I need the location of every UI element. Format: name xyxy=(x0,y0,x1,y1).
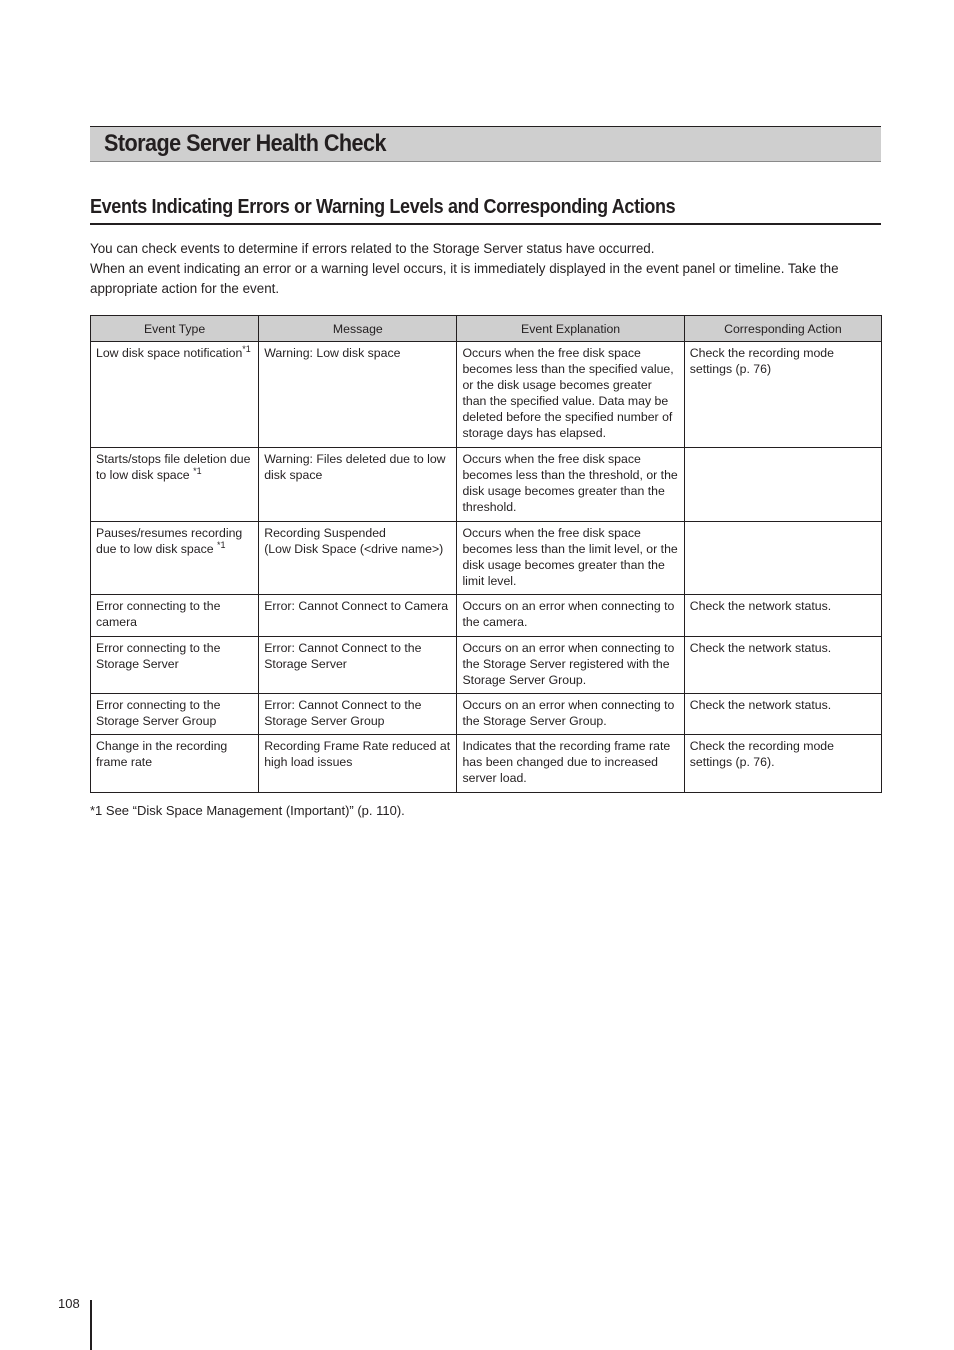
page-number: 108 xyxy=(58,1296,80,1311)
explanation-cell-text: Indicates that the recording frame rate has been changed due to increased server load. xyxy=(462,739,671,785)
section-title-bar xyxy=(90,126,881,162)
message-cell xyxy=(259,694,457,735)
footnote: *1 See “Disk Space Management (Important)” (p. 110). xyxy=(90,803,405,818)
table-header-row xyxy=(91,316,882,342)
message-cell xyxy=(259,637,457,694)
action-cell xyxy=(684,595,881,637)
events-table xyxy=(90,315,882,793)
event-type-cell-text: Error connecting to the camera xyxy=(96,599,221,629)
event-type-cell-text: Change in the recording frame rate xyxy=(96,739,228,769)
explanation-cell-text: Occurs on an error when connecting to the Storage Server registered with the Storage Server Group. xyxy=(462,641,675,687)
action-cell xyxy=(684,735,881,793)
intro-line-2: When an event indicating an error or a warning level occurs, it is immediately displayed in the event panel or timeline. Take the appropriate action for the event. xyxy=(90,261,839,296)
action-cell xyxy=(684,448,881,522)
message-cell-text: Warning: Low disk space xyxy=(264,346,401,360)
table-row xyxy=(91,448,882,522)
message-cell-text: Error: Cannot Connect to the Storage Server xyxy=(264,641,422,671)
message-cell-text: Recording Suspended (Low Disk Space (<drive name>) xyxy=(264,526,444,556)
action-cell-text: Check the network status. xyxy=(689,599,832,613)
message-cell-text: Warning: Files deleted due to low disk space xyxy=(264,452,446,482)
header-event-explanation: Event Explanation xyxy=(457,316,684,342)
subsection-heading xyxy=(90,194,881,225)
action-cell-text: Check the recording mode settings (p. 76). xyxy=(689,739,834,769)
message-cell-text: Error: Cannot Connect to the Storage Server Group xyxy=(264,698,422,728)
explanation-cell-text: Occurs on an error when connecting to the camera. xyxy=(462,599,675,629)
explanation-cell xyxy=(457,342,684,448)
message-cell xyxy=(259,522,457,595)
explanation-cell xyxy=(457,637,684,694)
intro-line-1: You can check events to determine if errors related to the Storage Server status have occurred. xyxy=(90,241,655,256)
header-event-type: Event Type xyxy=(91,316,259,342)
message-cell-text: Error: Cannot Connect to Camera xyxy=(264,599,449,613)
event-type-cell xyxy=(91,522,259,595)
explanation-cell-text: Occurs when the free disk space becomes less than the threshold, or the disk usage becomes greater than the threshold. xyxy=(462,452,678,514)
explanation-cell xyxy=(457,448,684,522)
table-body xyxy=(91,342,882,793)
table-row xyxy=(91,522,882,595)
explanation-cell-text: Occurs when the free disk space becomes less than the specified value, or the disk usage becomes greater than the specified value. Data may be deleted before the specified number of storage days has elapsed. xyxy=(462,346,674,440)
explanation-cell-text: Occurs on an error when connecting to the Storage Server Group. xyxy=(462,698,675,728)
explanation-cell xyxy=(457,595,684,637)
event-type-cell-text: Low disk space notification xyxy=(96,346,243,360)
event-type-cell xyxy=(91,342,259,448)
table-row xyxy=(91,595,882,637)
action-cell xyxy=(684,342,881,448)
section-title: Storage Server Health Check xyxy=(104,130,386,157)
action-cell-text: Check the network status. xyxy=(689,641,832,655)
action-cell xyxy=(684,522,881,595)
message-cell xyxy=(259,595,457,637)
event-type-cell xyxy=(91,595,259,637)
intro-text xyxy=(90,239,882,299)
table-row xyxy=(91,637,882,694)
explanation-cell xyxy=(457,694,684,735)
message-cell xyxy=(259,342,457,448)
event-type-cell-text: Pauses/resumes recording due to low disk space xyxy=(96,526,243,556)
table-row xyxy=(91,735,882,793)
event-type-cell-text: Starts/stops file deletion due to low disk space xyxy=(96,452,251,482)
explanation-cell xyxy=(457,735,684,793)
message-cell xyxy=(259,448,457,522)
event-type-cell xyxy=(91,735,259,793)
message-cell xyxy=(259,735,457,793)
explanation-cell-text: Occurs when the free disk space becomes less than the limit level, or the disk usage becomes greater than the limit level. xyxy=(462,526,678,588)
footnote-marker: *1 xyxy=(242,344,251,354)
event-type-cell xyxy=(91,694,259,735)
event-type-cell-text: Error connecting to the Storage Server Group xyxy=(96,698,221,728)
table-row xyxy=(91,342,882,448)
action-cell xyxy=(684,637,881,694)
explanation-cell xyxy=(457,522,684,595)
page-margin-rule xyxy=(90,1300,92,1350)
event-type-cell-text: Error connecting to the Storage Server xyxy=(96,641,221,671)
footnote-marker: *1 xyxy=(193,466,202,476)
action-cell-text: Check the recording mode settings (p. 76) xyxy=(689,346,834,376)
header-corresponding-action: Corresponding Action xyxy=(684,316,881,342)
event-type-cell xyxy=(91,637,259,694)
event-type-cell xyxy=(91,448,259,522)
footnote-marker: *1 xyxy=(217,540,226,550)
action-cell-text: Check the network status. xyxy=(689,698,832,712)
message-cell-text: Recording Frame Rate reduced at high load issues xyxy=(264,739,451,769)
action-cell xyxy=(684,694,881,735)
header-message: Message xyxy=(259,316,457,342)
table-row xyxy=(91,694,882,735)
subsection-title: Events Indicating Errors or Warning Levels and Corresponding Actions xyxy=(90,196,676,218)
